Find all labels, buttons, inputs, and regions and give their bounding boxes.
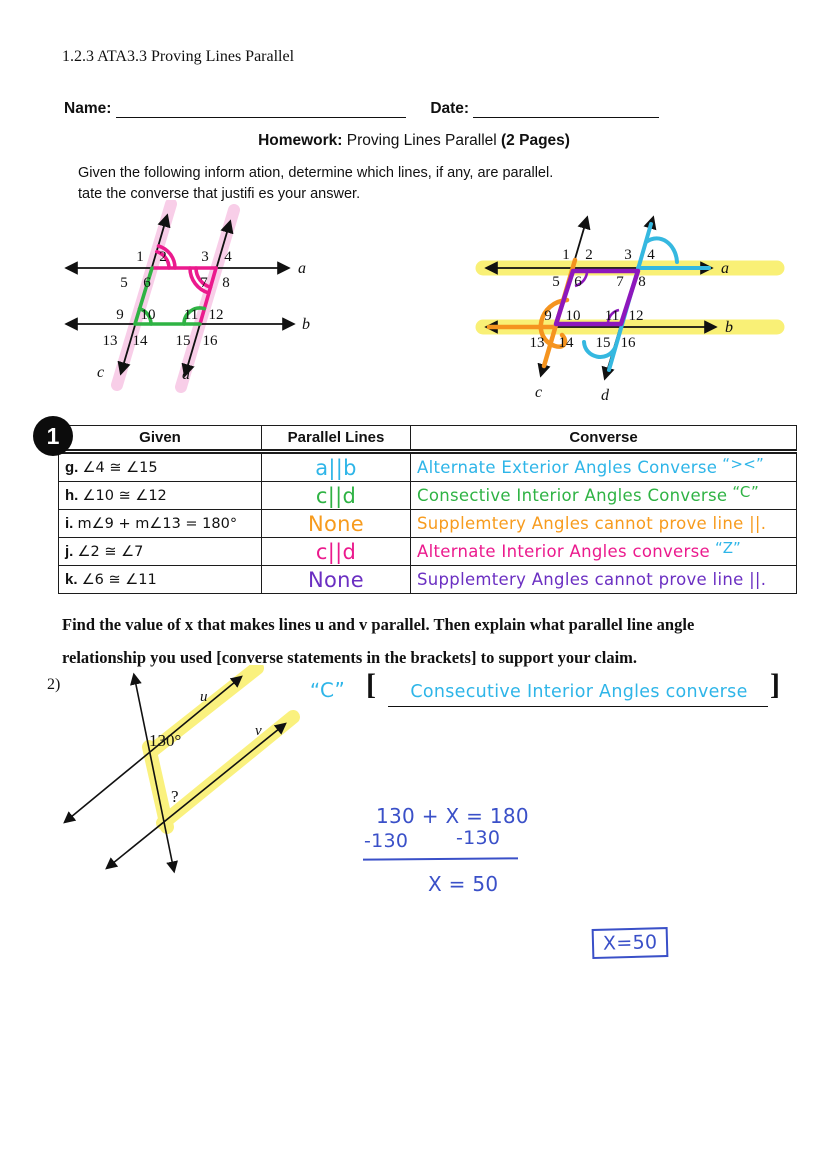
date-label: Date:	[430, 100, 470, 117]
given-letter: i.	[65, 515, 74, 532]
angle-label-13: 13	[529, 335, 545, 351]
table-row	[59, 510, 797, 538]
angle-label-6: 6	[574, 274, 582, 290]
right-angle-diagram	[455, 200, 800, 415]
answer-bracket-open: [	[366, 668, 376, 701]
angle-label-8: 8	[222, 275, 230, 291]
angle-label-11: 11	[183, 307, 199, 323]
line-a-label: a	[298, 260, 306, 277]
parallel-lines-answer: c||d	[262, 482, 411, 510]
final-answer-box: X=50	[592, 927, 669, 959]
given-statement: ∠2 ≅ ∠7	[77, 544, 144, 560]
table-row	[59, 452, 797, 482]
converse-text: Supplemtery Angles cannot prove line ||.	[417, 570, 767, 589]
angle-label-16: 16	[202, 333, 218, 349]
name-label: Name:	[64, 100, 112, 117]
angle-unknown-label: ?	[171, 787, 179, 806]
problem2-number: 2)	[47, 676, 61, 693]
angle-label-14: 14	[132, 333, 148, 349]
angle-label-9: 9	[544, 308, 552, 324]
angle-130-label: 130°	[149, 731, 182, 750]
parallel-lines-answer: c||d	[262, 538, 411, 566]
given-statement: ∠4 ≅ ∠15	[82, 460, 158, 476]
converse-symbol: “><”	[722, 455, 765, 473]
homework-label: Homework:	[258, 132, 343, 149]
diagram-lines	[65, 675, 285, 871]
angle-label-3: 3	[624, 247, 632, 263]
work-minus-right: -130	[456, 827, 501, 849]
angle-label-10: 10	[565, 308, 581, 324]
converse-text: Alternate Exterior Angles Converse	[417, 458, 718, 477]
work-equation: 130 + X = 180	[376, 804, 529, 828]
answer-symbol: “C”	[309, 677, 346, 703]
prompt-line1: Find the value of x that makes lines u and v parallel. Then explain what parallel line angle	[62, 615, 695, 634]
angle-label-15: 15	[595, 335, 611, 351]
given-cell	[59, 452, 262, 482]
angle-label-5: 5	[552, 274, 560, 290]
parallel-lines-answer: a||b	[262, 452, 411, 482]
given-cell	[59, 482, 262, 510]
angle-label-13: 13	[102, 333, 118, 349]
line-v-label: v	[255, 723, 262, 739]
angle-label-12: 12	[208, 307, 224, 323]
line-u-label: u	[200, 689, 208, 705]
problem2-diagram	[45, 665, 315, 890]
homework-pages: (2 Pages)	[501, 132, 570, 149]
angle-label-6: 6	[143, 275, 151, 291]
table-row	[59, 566, 797, 594]
table-row	[59, 482, 797, 510]
given-letter: k.	[65, 571, 78, 588]
table-row	[59, 538, 797, 566]
given-letter: j.	[65, 543, 74, 560]
angle-label-7: 7	[616, 274, 624, 290]
converse-text: Supplemtery Angles cannot prove line ||.	[417, 514, 767, 533]
line-c-label: c	[97, 364, 105, 381]
angle-label-15: 15	[175, 333, 191, 349]
work-minus-left: -130	[364, 830, 409, 852]
angle-label-2: 2	[585, 247, 593, 263]
angle-label-8: 8	[638, 274, 646, 290]
header-converse: Converse	[411, 426, 797, 452]
angle-label-11: 11	[604, 308, 620, 324]
header-given: Given	[59, 426, 262, 452]
angle-label-2: 2	[159, 249, 167, 265]
answer-text: Consecutive Interior Angles converse	[410, 682, 748, 702]
header-parallel-lines: Parallel Lines	[262, 426, 411, 452]
angle-label-5: 5	[120, 275, 128, 291]
prompt-line2: relationship you used [converse statements in the brackets] to support your claim.	[62, 648, 638, 667]
given-cell	[59, 566, 262, 594]
converse-answer	[411, 538, 797, 566]
given-cell	[59, 510, 262, 538]
left-angle-diagram	[55, 200, 395, 415]
converse-answer	[411, 452, 797, 482]
line-a-label: a	[721, 260, 729, 277]
angle-label-7: 7	[200, 275, 208, 291]
answer-bracket-close: ]	[770, 668, 780, 701]
parallel-lines-answer: None	[262, 510, 411, 538]
pink-highlighter-strokes	[117, 204, 234, 387]
diagram-lines	[487, 218, 715, 378]
line-b-label: b	[725, 319, 733, 336]
given-letter: g.	[65, 459, 79, 476]
angle-label-1: 1	[562, 247, 570, 263]
line-b-label: b	[302, 316, 310, 333]
angle-label-1: 1	[136, 249, 144, 265]
table-header-row	[59, 426, 797, 452]
given-statement: ∠6 ≅ ∠11	[81, 572, 157, 588]
converse-answer	[411, 510, 797, 538]
homework-title: Proving Lines Parallel	[346, 132, 497, 149]
angle-label-14: 14	[558, 335, 574, 351]
converse-symbol: “Z”	[714, 539, 742, 557]
line-c-label: c	[535, 384, 543, 401]
converse-text: Consective Interior Angles Converse	[417, 486, 728, 505]
problem1-table	[58, 425, 797, 594]
diagram-lines	[67, 216, 293, 375]
given-letter: h.	[65, 487, 79, 504]
converse-text: Alternate Interior Angles converse	[417, 542, 710, 561]
problem1-number-badge: 1	[33, 416, 73, 456]
work-result: X = 50	[428, 872, 499, 896]
angle-label-4: 4	[224, 249, 232, 265]
instructions-line2: tate the converse that justifi es your answer.	[78, 186, 361, 202]
converse-answer	[411, 566, 797, 594]
parallel-lines-answer: None	[262, 566, 411, 594]
date-input-line[interactable]	[473, 103, 659, 118]
line-d-label: d	[601, 387, 609, 404]
angle-label-12: 12	[628, 308, 644, 324]
page-title: 1.2.3 ATA3.3 Proving Lines Parallel	[62, 48, 295, 65]
work-rule-line	[363, 857, 518, 860]
given-statement: m∠9 + m∠13 = 180°	[77, 516, 238, 532]
angle-label-4: 4	[647, 247, 655, 263]
angle-label-16: 16	[620, 335, 636, 351]
angle-label-10: 10	[140, 307, 156, 323]
name-input-line[interactable]	[116, 103, 406, 118]
given-cell	[59, 538, 262, 566]
converse-answer	[411, 482, 797, 510]
angle-label-3: 3	[201, 249, 209, 265]
answer-blank-line[interactable]	[388, 706, 768, 707]
instructions-line1: Given the following inform ation, determine which lines, if any, are parallel.	[78, 165, 554, 181]
line-d-label: d	[182, 366, 190, 383]
angle-label-9: 9	[116, 307, 124, 323]
given-statement: ∠10 ≅ ∠12	[82, 488, 167, 504]
converse-symbol: “C”	[732, 483, 760, 501]
